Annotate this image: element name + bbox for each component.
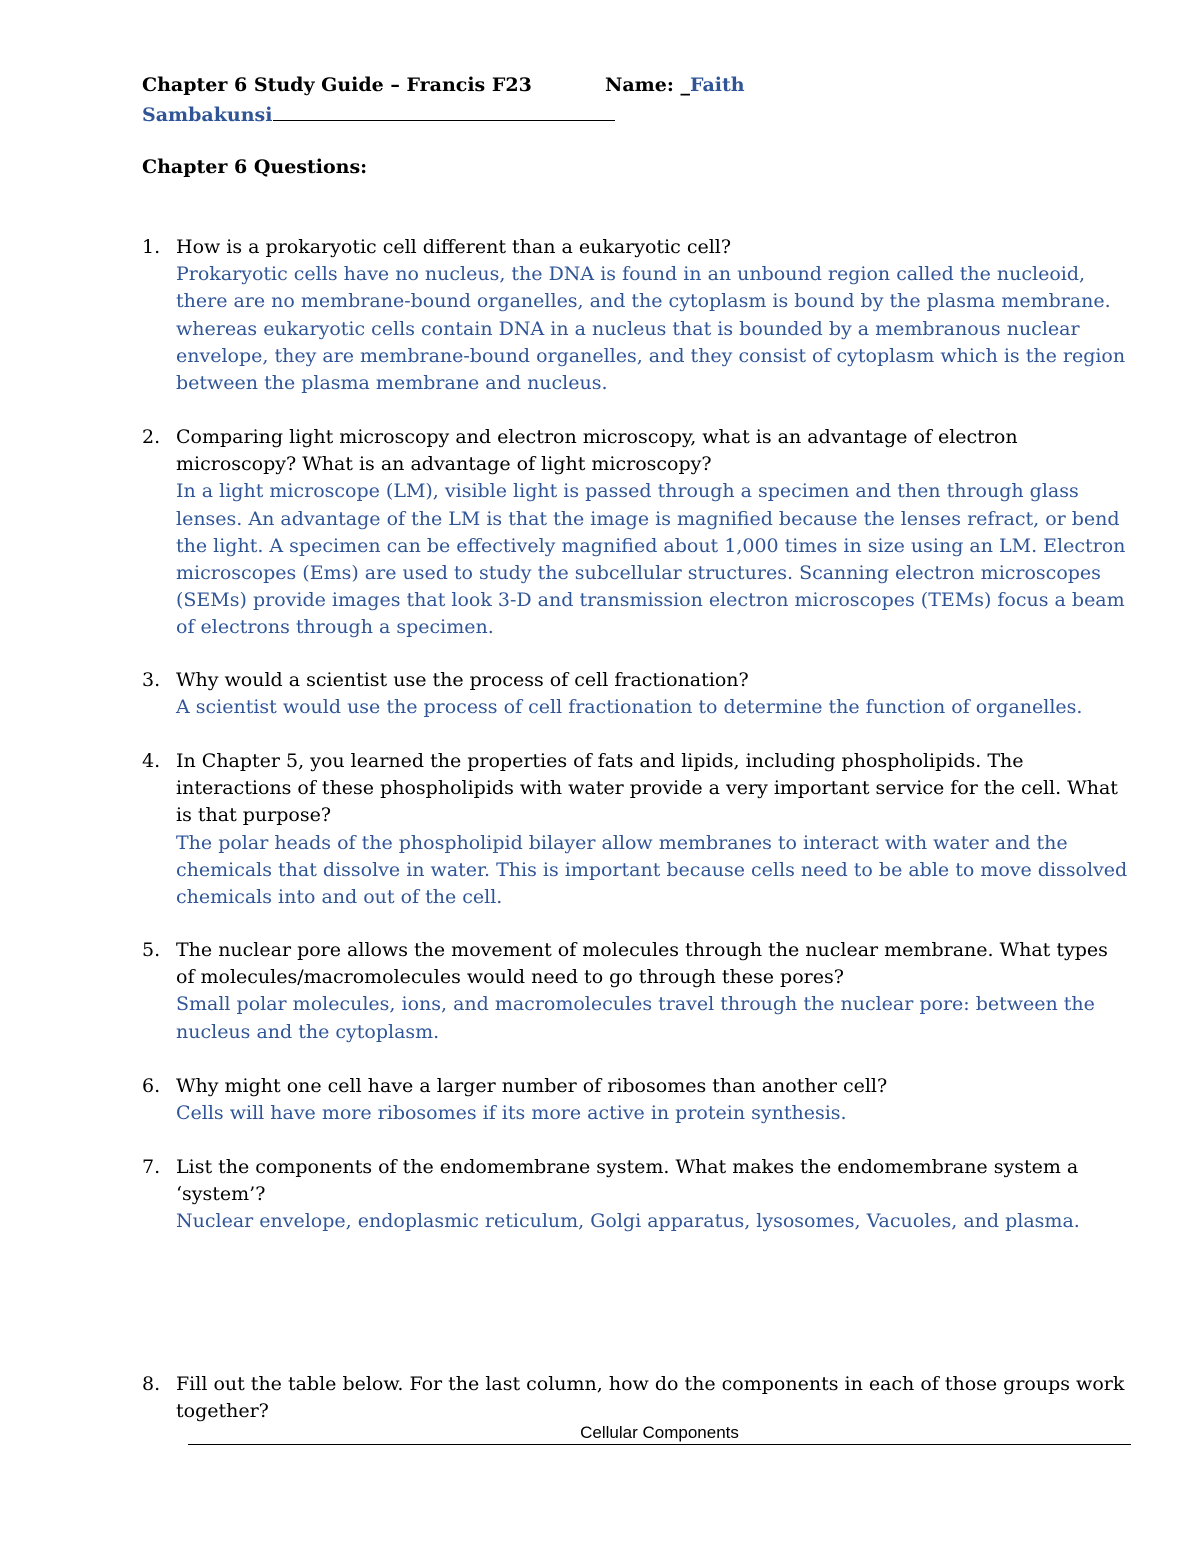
answer-text: Cells will have more ribosomes if its more active in protein synthesis. [176,1102,847,1125]
question-6 [142,1073,1132,1127]
name-field-line2 [142,102,615,126]
document-title: Chapter 6 Study Guide – Francis F23 [142,74,532,96]
student-first-name: Faith [690,74,745,96]
question-text: Why might one cell have a larger number of ribosomes than another cell? [176,1075,888,1097]
question-1 [142,234,1132,397]
question-5 [142,937,1132,1046]
question-text: In Chapter 5, you learned the properties of fats and lipids, including phospholipids. The interactions of these phospholipids with water provide a very important service for the cell. What is that purpose? [176,750,1118,827]
table-caption: Cellular Components [188,1423,1131,1445]
answer-text: Small polar molecules, ions, and macromolecules travel through the nuclear pore: between the nucleus and the cytoplasm. [176,993,1095,1043]
answer-text: In a light microscope (LM), visible light is passed through a specimen and then through glass lenses. An advantage of the LM is that the image is magnified because the lenses refract, or bend the light. A specimen can be effectively magnified about 1,000 times in size using an LM. Electron microscopes (Ems) are used to study the subcellular structures. Scanning electron microscopes (SEMs) provide images that look 3-D and transmission electron microscopes (TEMs) focus a beam of electrons through a specimen. [176,480,1126,639]
answer-text: Nuclear envelope, endoplasmic reticulum, Golgi apparatus, lysosomes, Vacuoles, and plasma. [176,1210,1080,1233]
question-8 [142,1371,1132,1425]
question-text: The nuclear pore allows the movement of molecules through the nuclear membrane. What types of molecules/macromolecules would need to go through these pores? [176,939,1108,989]
student-last-name: Sambakunsi [142,104,273,126]
answer-text: The polar heads of the phospholipid bilayer allow membranes to interact with water and the chemicals that dissolve in water. This is important because cells need to be able to move dissolved chemicals into and out of the cell. [176,831,1128,909]
question-number: 3. [142,669,161,691]
name-label: Name: _ [605,74,690,96]
question-text: List the components of the endomembrane system. What makes the endomembrane system a ‘system’? [176,1156,1079,1206]
answer-text: Prokaryotic cells have no nucleus, the DNA is found in an unbound region called the nucleoid, there are no membrane-bound organelles, and the cytoplasm is bound by the plasma membrane. whereas eukaryotic cells contain DNA in a nucleus that is bounded by a membranous nuclear envelope, they are membrane-bound organelles, and they consist of cytoplasm which is the region between the plasma membrane and nucleus. [176,263,1126,395]
question-text: Fill out the table below. For the last column, how do the components in each of those groups work together? [176,1373,1125,1423]
name-underline [273,102,615,121]
question-7 [142,1154,1132,1236]
answer-text: A scientist would use the process of cell fractionation to determine the function of organelles. [176,696,1083,719]
question-4 [142,748,1132,911]
question-text: How is a prokaryotic cell different than a eukaryotic cell? [176,236,732,258]
question-3 [142,667,1132,721]
question-number: 6. [142,1075,161,1097]
section-title: Chapter 6 Questions: [142,156,368,178]
question-2 [142,424,1132,642]
question-text: Comparing light microscopy and electron microscopy, what is an advantage of electron microscopy? What is an advantage of light microscopy? [176,426,1018,476]
question-number: 2. [142,426,161,448]
question-number: 5. [142,939,161,961]
question-number: 7. [142,1156,161,1178]
name-field [605,74,745,96]
question-number: 1. [142,236,161,258]
question-number: 4. [142,750,161,772]
question-number: 8. [142,1373,161,1395]
question-text: Why would a scientist use the process of cell fractionation? [176,669,749,691]
